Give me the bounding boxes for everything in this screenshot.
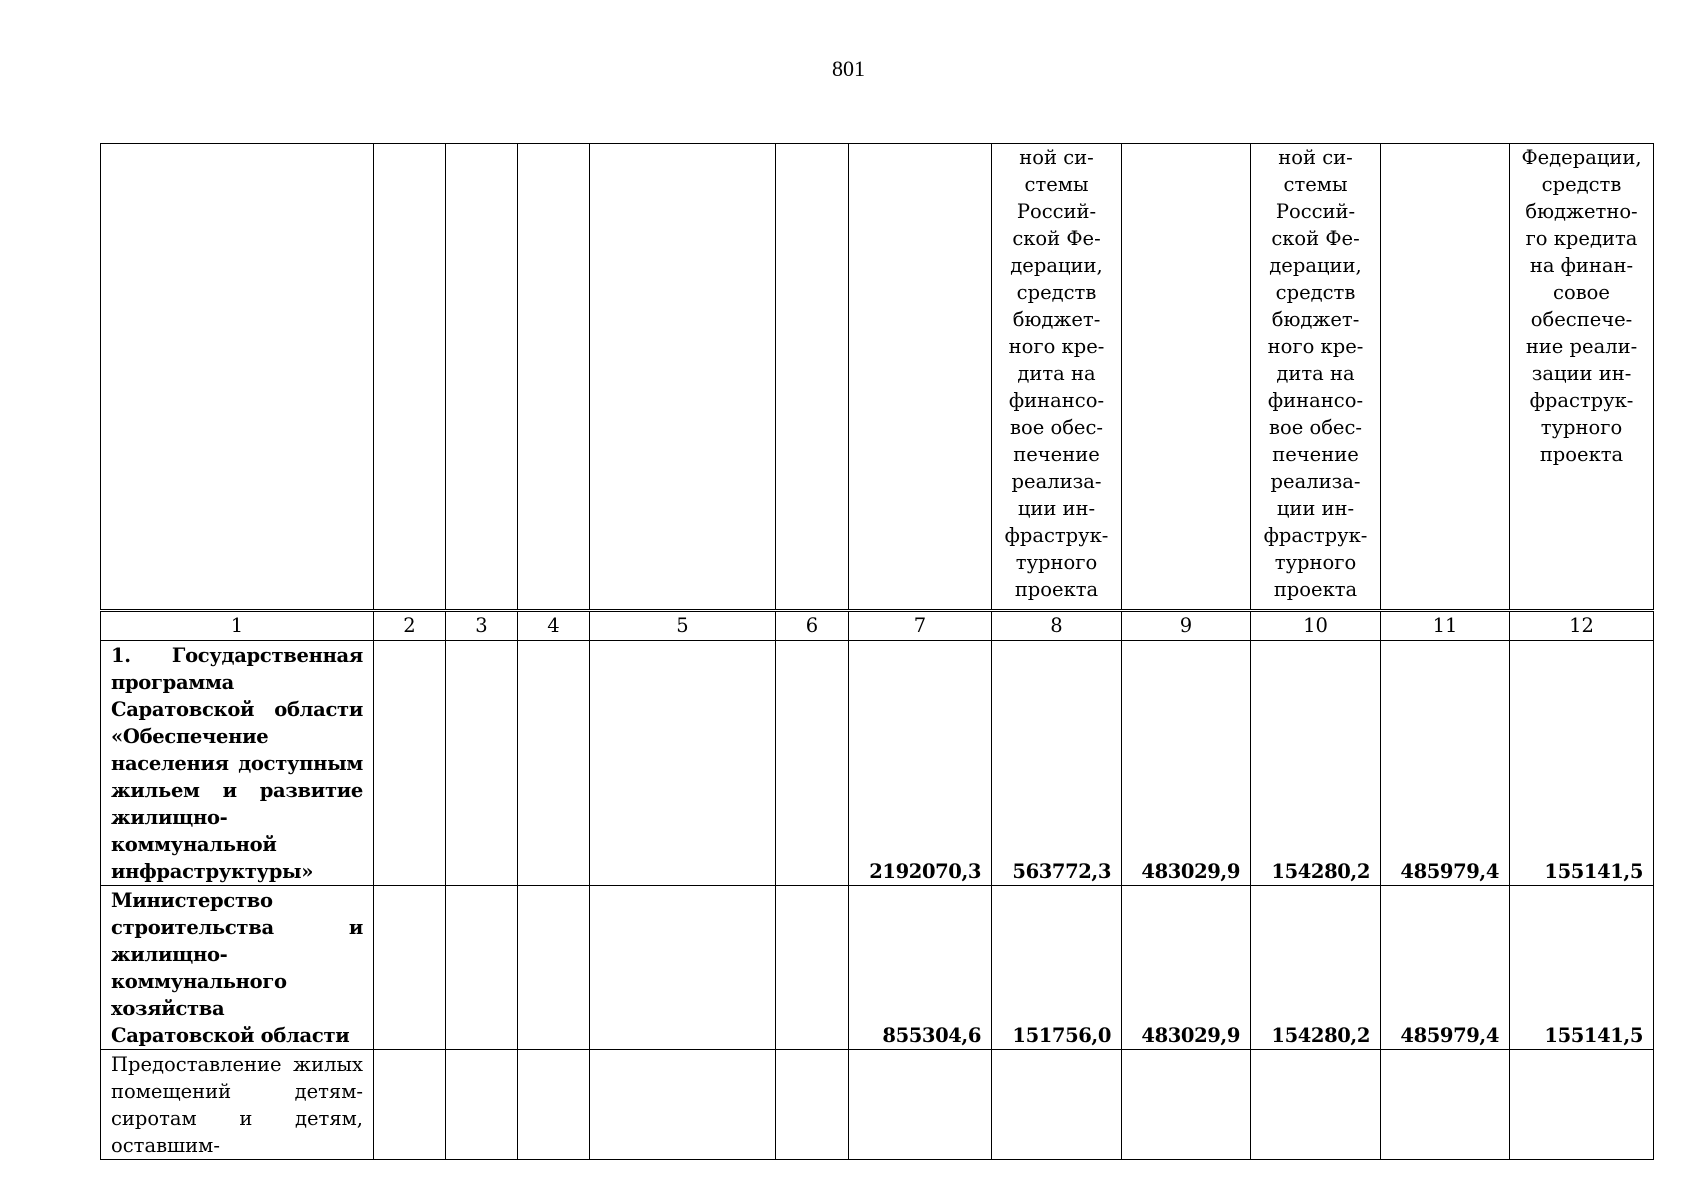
value-col-7: 2192070,3 [849, 641, 992, 886]
column-number: 2 [374, 611, 446, 641]
header-row [101, 144, 1654, 611]
empty-cell [590, 641, 776, 886]
header-cell-5 [590, 144, 776, 611]
value-col-8: 563772,3 [992, 641, 1122, 886]
budget-table [100, 143, 1654, 1160]
value-col-10: 154280,2 [1251, 886, 1381, 1050]
value-col-11: 485979,4 [1381, 641, 1510, 886]
value-col-12 [1510, 1050, 1654, 1160]
empty-cell [590, 886, 776, 1050]
table-row-orphans-housing [101, 1050, 1654, 1160]
header-cell-2 [374, 144, 446, 611]
empty-cell [776, 1050, 849, 1160]
column-number-row [101, 611, 1654, 641]
header-cell-8: ной си- стемы Россий- ской Фе- дерации, средств бюджет- ного кре- дита на финансо- вое обес- печение реализа- ции ин- фраструк- турного проекта [992, 144, 1122, 611]
empty-cell [446, 1050, 518, 1160]
header-cell-12: Федерации, средств бюджетно- го кредита на финан- совое обеспече- ние реали- зации ин- фраструк- турного проекта [1510, 144, 1654, 611]
column-number: 1 [101, 611, 374, 641]
empty-cell [374, 1050, 446, 1160]
value-col-11: 485979,4 [1381, 886, 1510, 1050]
header-cell-11 [1381, 144, 1510, 611]
header-cell-1 [101, 144, 374, 611]
header-cell-10: ной си- стемы Россий- ской Фе- дерации, средств бюджет- ного кре- дита на финансо- вое обес- печение реализа- ции ин- фраструк- турного проекта [1251, 144, 1381, 611]
value-col-9: 483029,9 [1122, 641, 1251, 886]
header-cell-7 [849, 144, 992, 611]
value-col-12: 155141,5 [1510, 886, 1654, 1050]
row-name: Министерство строительства и жилищно-коммунального хозяйства Саратовской области [101, 886, 374, 1050]
value-col-9: 483029,9 [1122, 886, 1251, 1050]
value-col-7 [849, 1050, 992, 1160]
column-number: 5 [590, 611, 776, 641]
table-row-ministry [101, 886, 1654, 1050]
column-number: 8 [992, 611, 1122, 641]
column-number: 7 [849, 611, 992, 641]
page-number: 801 [832, 56, 865, 81]
value-col-10: 154280,2 [1251, 641, 1381, 886]
value-col-12: 155141,5 [1510, 641, 1654, 886]
empty-cell [776, 886, 849, 1050]
header-cell-6 [776, 144, 849, 611]
value-col-8: 151756,0 [992, 886, 1122, 1050]
column-number: 11 [1381, 611, 1510, 641]
value-col-8 [992, 1050, 1122, 1160]
empty-cell [374, 641, 446, 886]
header-cell-3 [446, 144, 518, 611]
value-col-11 [1381, 1050, 1510, 1160]
column-number: 4 [518, 611, 590, 641]
column-number: 3 [446, 611, 518, 641]
value-col-9 [1122, 1050, 1251, 1160]
value-col-7: 855304,6 [849, 886, 992, 1050]
empty-cell [776, 641, 849, 886]
empty-cell [518, 886, 590, 1050]
empty-cell [446, 886, 518, 1050]
row-name: 1. Государственная программа Саратовской области «Обеспечение населения доступным жильем и развитие жилищно-коммунальной инфраструктуры» [101, 641, 374, 886]
column-number: 10 [1251, 611, 1381, 641]
column-number: 6 [776, 611, 849, 641]
column-number: 12 [1510, 611, 1654, 641]
empty-cell [518, 641, 590, 886]
column-number: 9 [1122, 611, 1251, 641]
empty-cell [518, 1050, 590, 1160]
empty-cell [590, 1050, 776, 1160]
table-row-state-program [101, 641, 1654, 886]
header-cell-4 [518, 144, 590, 611]
empty-cell [446, 641, 518, 886]
value-col-10 [1251, 1050, 1381, 1160]
header-cell-9 [1122, 144, 1251, 611]
empty-cell [374, 886, 446, 1050]
row-name: Предоставление жилых помещений детям-сиротам и детям, оставшим- [101, 1050, 374, 1160]
